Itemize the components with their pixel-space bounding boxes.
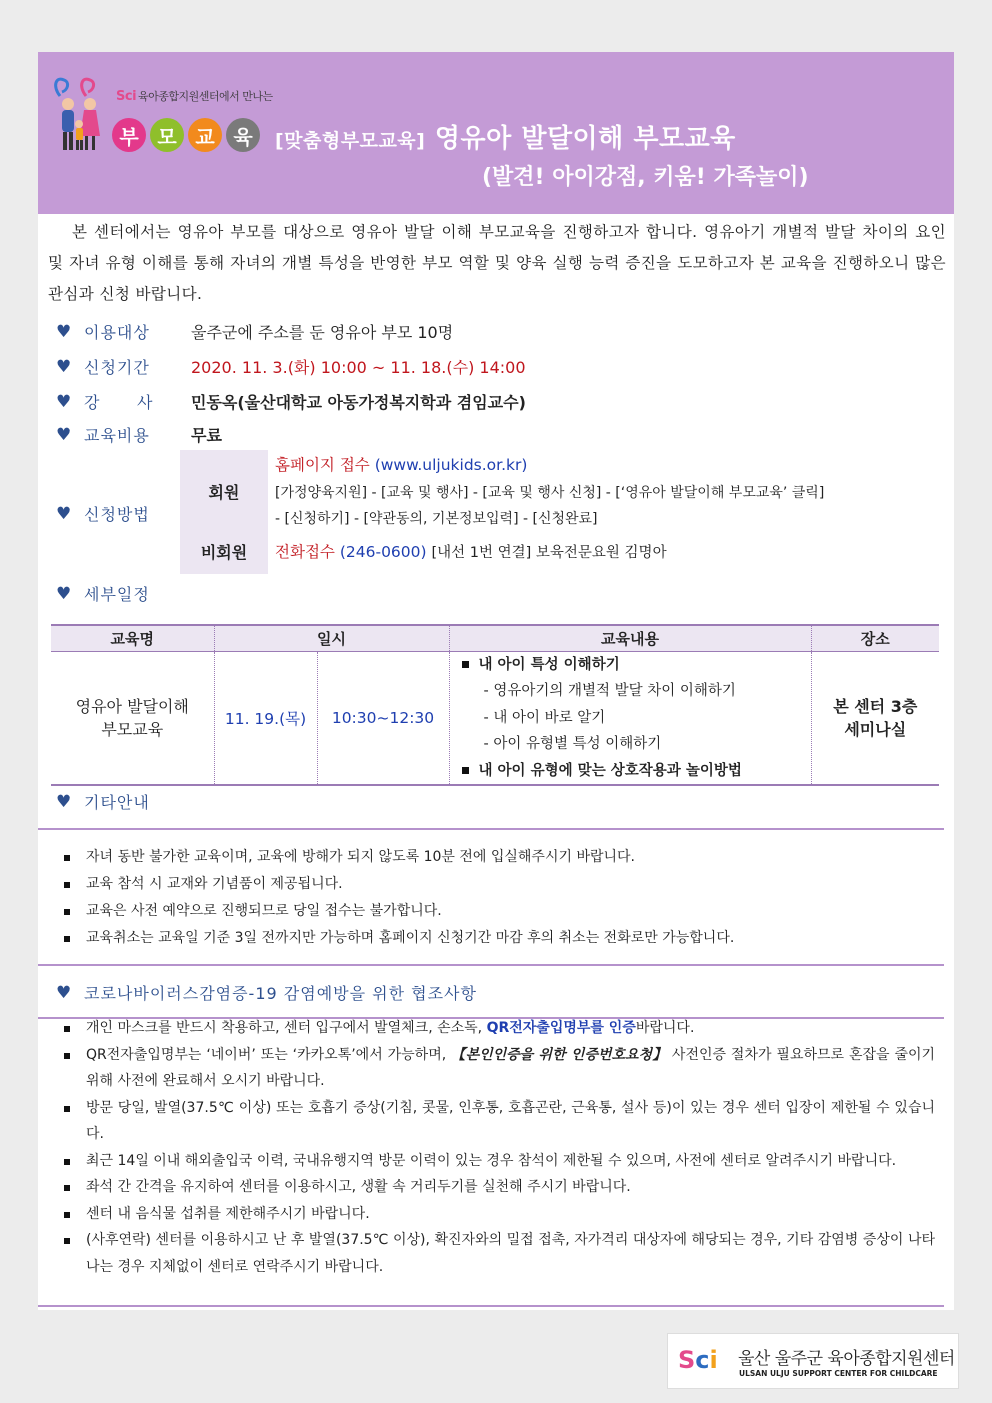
content-subitem: - 내 아이 바로 알기 [483, 709, 606, 726]
heart-icon: ♥ [56, 356, 72, 377]
list-item: (사후연락) 센터를 이용하시고 난 후 발열(37.5℃ 이상), 확진자와의 밀접 접촉, 자가격리 대상자에 해당되는 경우, 기타 감염병 증상이 나타나는 경우 지체없이 센터로 연락주시기 바랍니다. [60, 1227, 935, 1280]
table-header: 장소 [811, 625, 939, 651]
time-cell: 10:30~12:30 [317, 651, 449, 785]
header-banner [38, 52, 954, 214]
title-main: 영유아 발달이해 부모교육 [434, 124, 736, 154]
list-item: 교육 참석 시 교재와 기념품이 제공됩니다. [60, 871, 935, 898]
list-item: 교육취소는 교육일 기준 3일 전까지만 가능하며 홈페이지 신청기간 마감 후의 취소는 전화로만 가능합니다. [60, 925, 935, 952]
logo-syllable: 육 [226, 118, 260, 152]
list-item: 좌석 간 간격을 유지하여 센터를 이용하시고, 생활 속 거리두기를 실천해 주시기 바랍니다. [60, 1174, 935, 1201]
apply-method-labels [180, 450, 268, 574]
page-title [275, 118, 736, 155]
heart-icon: ♥ [56, 791, 72, 812]
list-item: 개인 마스크를 반드시 착용하고, 센터 입구에서 발열체크, 손소독, QR전자출입명부를 인증바랍니다. [60, 1015, 935, 1042]
content-cell [449, 651, 811, 785]
info-lecturer: ♥ 강 사 민동옥(울산대학교 아동가정복지학과 겸임교수) [56, 391, 526, 412]
date-cell: 11. 19.(목) [214, 651, 317, 785]
title-bracket: [맞춤형부모교육] [275, 130, 426, 152]
family-illustration-icon [50, 76, 108, 158]
square-bullet-icon [462, 661, 469, 668]
heart-icon: ♥ [56, 321, 72, 342]
content-item: 내 아이 유형에 맞는 상호작용과 놀이방법 [462, 758, 811, 785]
square-bullet-icon [462, 767, 469, 774]
corona-list [60, 1015, 935, 1280]
member-label: 회원 [208, 483, 240, 502]
list-item: 최근 14일 이내 해외출입국 이력, 국내유행지역 방문 이력이 있는 경우 참석이 제한될 수 있으며, 사전에 센터로 알려주시기 바랍니다. [60, 1148, 935, 1175]
info-target: ♥ 이용대상 울주군에 주소를 둔 영유아 부모 10명 [56, 321, 454, 342]
info-method: ♥ 신청방법 [56, 503, 150, 524]
table-header: 교육명 [51, 625, 214, 651]
content-subitem: - 아이 유형별 특성 이해하기 [483, 736, 662, 752]
content-item: 내 아이 특성 이해하기 [462, 652, 811, 679]
intro-paragraph: 본 센터에서는 영유아 부모를 대상으로 영유아 발달 이해 부모교육을 진행하고자 합니다. 영유아기 개별적 발달 차이의 요인 및 자녀 유형 이해를 통해 자녀의 개별 특성을 반영한 부모 역할 및 양육 실행 능력 증진을 도모하고자 본 교육을 진행하오니 많은 관심과 신청 바랍니다. [48, 223, 946, 303]
center-logo [667, 1333, 959, 1389]
list-item: 센터 내 음식물 섭취를 제한해주시기 바랍니다. [60, 1201, 935, 1228]
center-name: 울산 울주군 육아종합지원센터 [738, 1349, 955, 1369]
member-method-line3: - [신청하기] - [약관동의, 기본정보입력] - [신청완료] [275, 511, 598, 527]
program-name-cell: 영유아 발달이해 부모교육 [51, 651, 214, 785]
program-logo [112, 118, 260, 152]
logo-syllable: 부 [112, 118, 146, 152]
flyer-page [38, 52, 954, 1310]
info-period: ♥ 신청기간 2020. 11. 3.(화) 10:00 ~ 11. 18.(수) 14:00 [56, 356, 526, 377]
table-header-row [51, 625, 939, 651]
place-cell: 본 센터 3층 세미나실 [811, 651, 939, 785]
heart-icon: ♥ [56, 583, 72, 604]
list-item: 방문 당일, 발열(37.5℃ 이상) 또는 호흡기 증상(기침, 콧물, 인후통, 호흡곤란, 근육통, 설사 등)이 있는 경우 센터 입장이 제한될 수 있습니다. [60, 1095, 935, 1148]
heart-icon: ♥ [56, 982, 72, 1003]
center-name-english: ULSAN ULJU SUPPORT CENTER FOR CHILDCARE [739, 1369, 938, 1378]
member-method-line1: 홈페이지 접수 (www.uljukids.or.kr) [275, 456, 528, 474]
nonmember-label: 비회원 [200, 543, 248, 562]
heart-icon: ♥ [56, 391, 72, 412]
corona-heading: ♥ 코로나바이러스감염증-19 감염예방을 위한 협조사항 [56, 982, 477, 1003]
list-item: QR전자출입명부는 ‘네이버’ 또는 ‘카카오톡’에서 가능하며, 【본인인증을 위한 인증번호요청】 사전인증 절차가 필요하므로 혼잡을 줄이기 위해 사전에 완료해서 오시기 바랍니다. [60, 1042, 935, 1095]
etc-list [60, 844, 935, 952]
info-fee: ♥ 교육비용 무료 [56, 424, 222, 445]
etc-heading: ♥ 기타안내 [56, 791, 150, 812]
section-divider [38, 828, 944, 830]
page-subtitle: (발견! 아이강점, 키움! 가족놀이) [482, 165, 809, 190]
section-divider [38, 964, 944, 966]
list-item: 자녀 동반 불가한 교육이며, 교육에 방해가 되지 않도록 10분 전에 입실해주시기 바랍니다. [60, 844, 935, 871]
table-row [51, 651, 939, 785]
logo-syllable: 모 [150, 118, 184, 152]
content-subitem: - 영유아기의 개별적 발달 차이 이해하기 [483, 683, 736, 699]
homepage-link[interactable]: (www.uljukids.or.kr) [374, 456, 528, 474]
table-header: 일시 [214, 625, 449, 651]
heart-icon: ♥ [56, 503, 72, 524]
schedule-table [51, 624, 939, 786]
logo-caption: Sci 육아종합지원센터에서 만나는 [116, 89, 273, 104]
logo-syllable: 교 [188, 118, 222, 152]
list-item: 교육은 사전 예약으로 진행되므로 당일 접수는 불가합니다. [60, 898, 935, 925]
center-logo-icon: Sci [116, 89, 137, 104]
nonmember-method: 전화접수 (246-0600) [내선 1번 연결] 보육전문요원 김명아 [275, 543, 667, 561]
schedule-heading: ♥ 세부일정 [56, 583, 150, 604]
section-divider [38, 1305, 944, 1307]
table-header: 교육내용 [449, 625, 811, 651]
heart-icon: ♥ [56, 424, 72, 445]
center-logo-icon: Sci [678, 1346, 718, 1374]
member-method-line2: [가정양육지원] - [교육 및 행사] - [교육 및 행사 신청] - [‘영유아 발달이해 부모교육’ 클릭] [275, 485, 825, 501]
